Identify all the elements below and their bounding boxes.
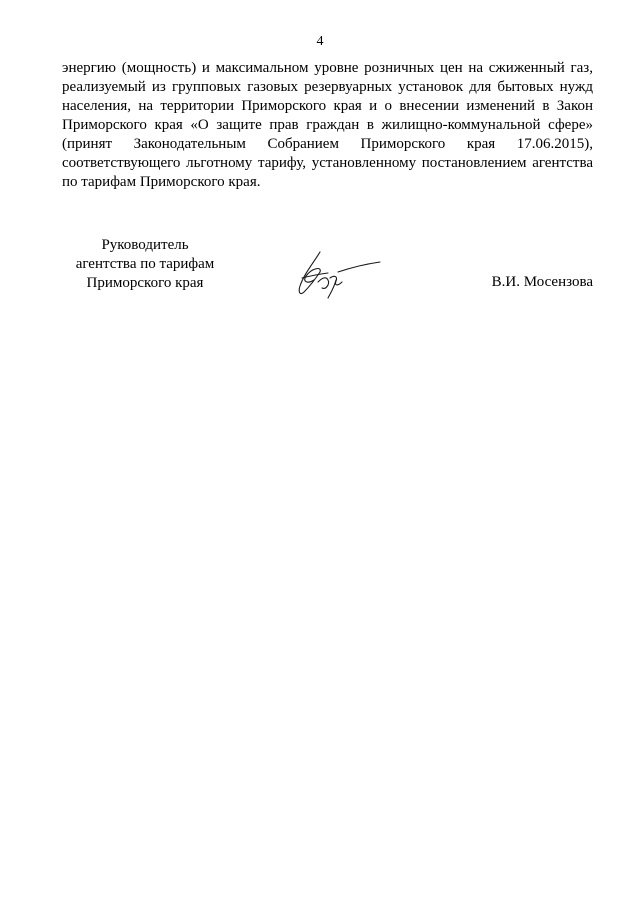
position-line: Приморского края (86, 275, 204, 291)
signatory-position (60, 236, 230, 293)
page-number: 4 (316, 34, 324, 49)
signer-name: В.И. Мосензова (491, 274, 593, 290)
body-line: населения, на территории Приморского края и о внесении изменений в Закон (62, 98, 593, 114)
body-line: по тарифам Приморского края. (62, 174, 261, 190)
body-line: энергию (мощность) и максимальном уровне розничных цен на сжиженный газ, (62, 60, 593, 76)
body-line: Приморского края «О защите прав граждан в жилищно-коммунальной сфере» (62, 117, 593, 133)
body-line: (принят Законодательным Собранием Приморского края 17.06.2015), (62, 136, 593, 152)
body-paragraph (62, 59, 593, 192)
body-line: соответствующего льготному тарифу, установленному постановлением агентства (62, 155, 593, 171)
position-line: агентства по тарифам (75, 256, 215, 272)
position-line: Руководитель (101, 237, 189, 253)
handwritten-signature (290, 248, 382, 300)
body-line: реализуемый из групповых газовых резервуарных установок для бытовых нужд (62, 79, 593, 95)
